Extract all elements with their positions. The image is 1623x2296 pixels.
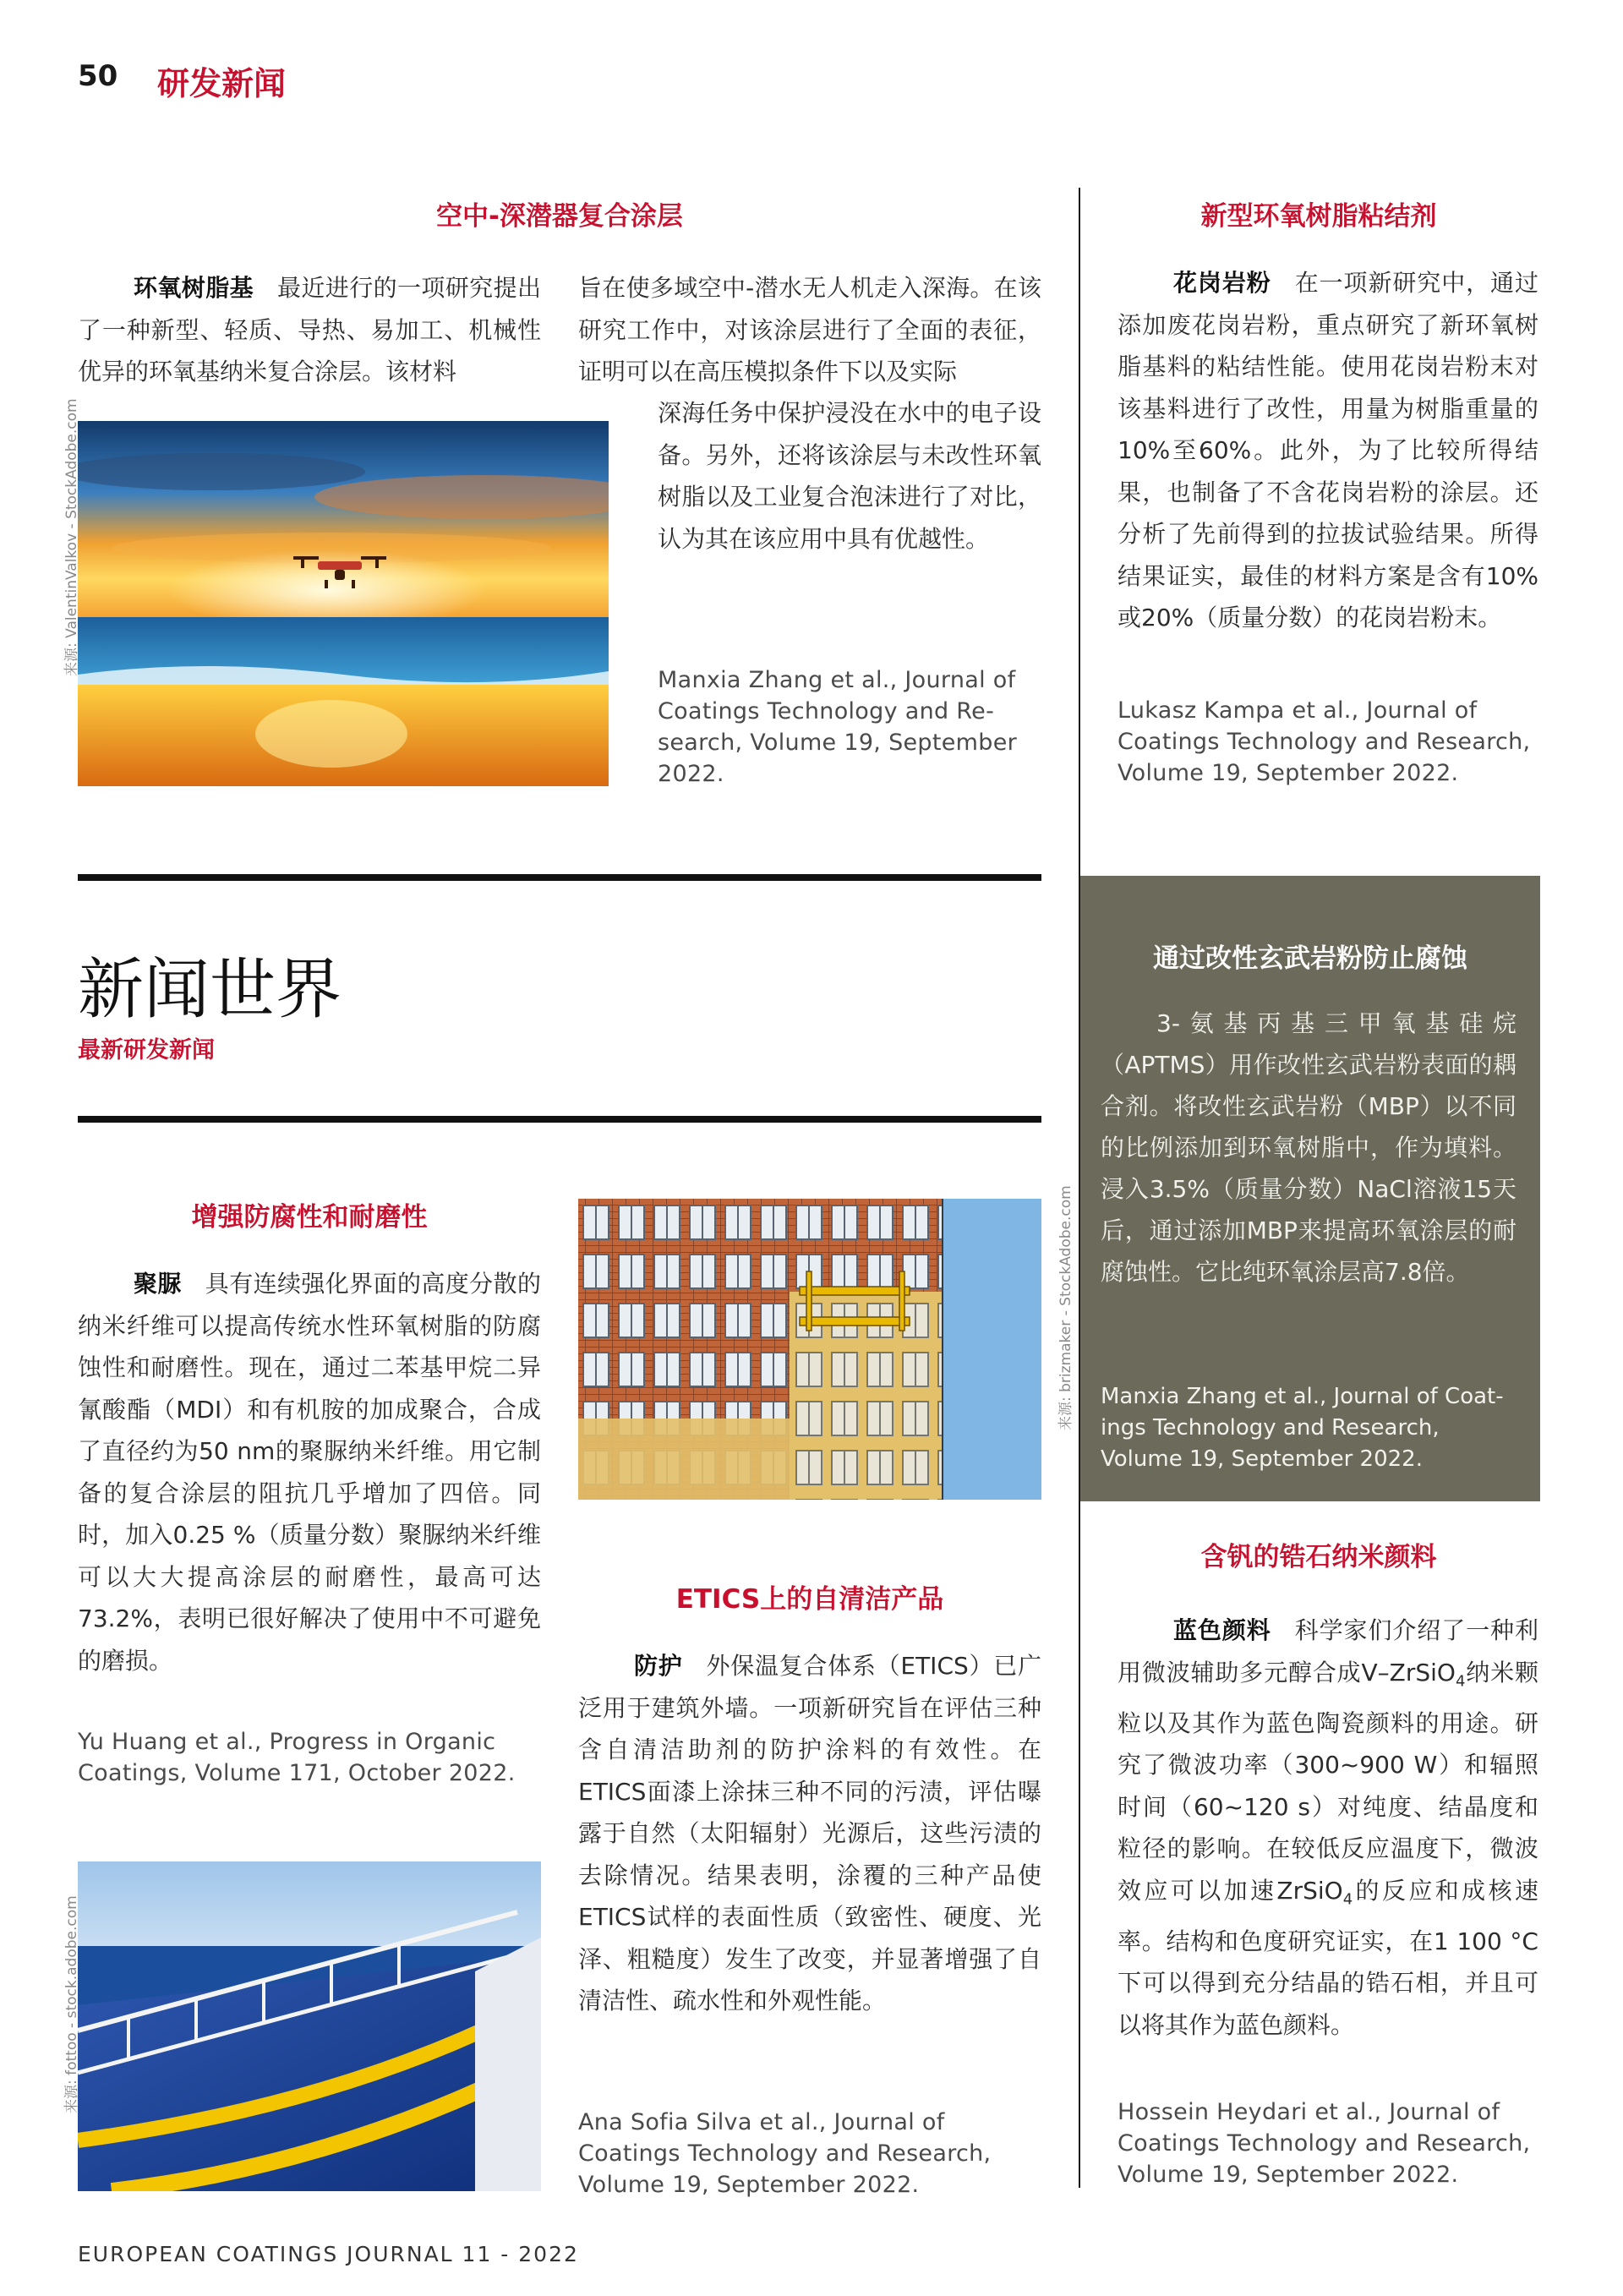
article-aerial-col2b: 深海任务中保护浸没在水中的电子设备。另外，还将该涂层与未改性环氧树脂以及工业复合泡沫进行了对比，认为其在该应用中具有优越性。 xyxy=(658,399,1041,553)
ship-deck-photo xyxy=(78,1861,541,2191)
article-polyurea-title: 增强防腐性和耐磨性 xyxy=(191,1202,428,1233)
article-basalt-reference: Manxia Zhang et al., Journal of Coat-ings Technology and Research, Volume 19, September 2022. xyxy=(1101,1384,1504,1472)
building-photo-credit: 来源: brizmaker - StockAdobe.com xyxy=(1057,1185,1074,1430)
drone-sunset-photo xyxy=(78,421,609,786)
article-basalt-body: 3-氨基丙基三甲氧基硅烷（APTMS）用作改性玄武岩粉表面的耦合剂。将改性玄武岩粉（MBP）以不同的比例添加到环氧树脂中，作为填料。浸入3.5%（质量分数）NaCl溶液15天后，通过添加MBP来提高环氧涂层的耐腐蚀性。它比纯环氧涂层高7.8倍。 xyxy=(1101,1009,1516,1286)
article-aerial-reference: Manxia Zhang et al., Journal of Coatings Technology and Re-search, Volume 19, September 2022. xyxy=(658,667,1018,787)
ship-photo-credit: 来源: fottoo - stock.adobe.com xyxy=(63,1895,80,2113)
article-granite-title: 新型环氧树脂粘结剂 xyxy=(1200,201,1437,232)
article-aerial-lead: 环氧树脂基 xyxy=(134,274,254,302)
banner-top-rule xyxy=(78,874,1041,881)
article-polyurea-reference: Yu Huang et al., Progress in Organic Coatings, Volume 171, October 2022. xyxy=(78,1729,516,1786)
article-granite-reference: Lukasz Kampa et al., Journal of Coatings Technology and Research, Volume 19, September 2022. xyxy=(1118,697,1531,786)
article-vanadium-body: 蓝色颜料 科学家们介绍了一种利用微波辅助多元醇合成V–ZrSiO$_4$纳米颗粒以及其作为蓝色陶瓷颜料的用途。研究了微波功率（300~900 W）和辐照时间（60~120 s）对纯度、结晶度和粒径的影响。在较低反应温度下，微波效应可以加速ZrSiO$_4$的反应和成核速率。结构和色度研究证实，在1 100 °C下可以得到充分结晶的锆石相，并且可以将其作为蓝色颜料。 xyxy=(1118,1616,1538,2039)
article-polyurea-lead: 聚脲 xyxy=(134,1270,182,1298)
article-vanadium-lead: 蓝色颜料 xyxy=(1173,1616,1271,1644)
article-polyurea-body: 聚脲 具有连续强化界面的高度分散的纳米纤维可以提高传统水性环氧树脂的防腐蚀性和耐磨性。现在，通过二苯基甲烷二异氰酸酯（MDI）和有机胺的加成聚合，合成了直径约为50 nm的聚脲纳米纤维。用它制备的复合涂层的阻抗几乎增加了四倍。同时，加入0.25 %（质量分数）聚脲纳米纤维可以大大提高涂层的耐磨性，最高可达73.2%，表明已很好解决了使用中不可避免的磨损。 xyxy=(78,1270,541,1675)
page-number: 50 xyxy=(78,59,118,93)
article-aerial-title: 空中-深潜器复合涂层 xyxy=(436,201,683,232)
article-etics-body: 防护 外保温复合体系（ETICS）已广泛用于建筑外墙。一项新研究旨在评估三种含自清洁助剂的防护涂料的有效性。在ETICS面漆上涂抹三种不同的污渍，评估曝露于自然（太阳辐射）光源后，这些污渍的去除情况。结果表明，涂覆的三种产品使ETICS试样的表面性质（致密性、硬度、光泽、粗糙度）发生了改变，并显著增强了自清洁性、疏水性和外观性能。 xyxy=(578,1652,1041,2014)
article-granite-lead: 花岗岩粉 xyxy=(1173,269,1271,297)
news-world-subtitle: 最新研发新闻 xyxy=(78,1037,215,1063)
section-title: 研发新闻 xyxy=(157,65,287,102)
article-etics-title: ETICS上的自清洁产品 xyxy=(675,1584,944,1615)
article-vanadium-reference: Hossein Heydari et al., Journal of Coatings Technology and Research, Volume 19, September 2022. xyxy=(1118,2099,1531,2188)
basalt-sidebar-box xyxy=(1080,876,1540,1501)
banner-bottom-rule xyxy=(78,1116,1041,1123)
building-facade-photo xyxy=(578,1199,1041,1500)
article-aerial-col1: 环氧树脂基 最近进行的一项研究提出了一种新型、轻质、导热、易加工、机械性优异的环氧基纳米复合涂层。该材料 xyxy=(78,274,541,385)
article-basalt-title: 通过改性玄武岩粉防止腐蚀 xyxy=(1153,943,1467,974)
article-vanadium-title: 含钒的锆石纳米颜料 xyxy=(1200,1542,1437,1572)
article-etics-reference: Ana Sofia Silva et al., Journal of Coatings Technology and Research, Volume 19, September 2022. xyxy=(578,2109,992,2198)
article-etics-lead: 防护 xyxy=(634,1652,683,1680)
article-aerial-col2a: 旨在使多域空中-潜水无人机走入深海。在该研究工作中，对该涂层进行了全面的表征，证明可以在高压模拟条件下以及实际 xyxy=(578,274,1041,385)
drone-photo-credit: 来源: ValentinValkov - StockAdobe.com xyxy=(63,398,80,676)
journal-footer: EUROPEAN COATINGS JOURNAL 11 - 2022 xyxy=(78,2242,579,2266)
news-world-title: 新闻世界 xyxy=(78,952,342,1028)
article-granite-body: 花岗岩粉 在一项新研究中，通过添加废花岗岩粉，重点研究了新环氧树脂基料的粘结性能。使用花岗岩粉末对该基料进行了改性，用量为树脂重量的10%至60%。此外，为了比较所得结果，也制备了不含花岗岩粉的涂层。还分析了先前得到的拉拔试验结果。所得结果证实，最佳的材料方案是含有10%或20%（质量分数）的花岗岩粉末。 xyxy=(1118,269,1538,631)
